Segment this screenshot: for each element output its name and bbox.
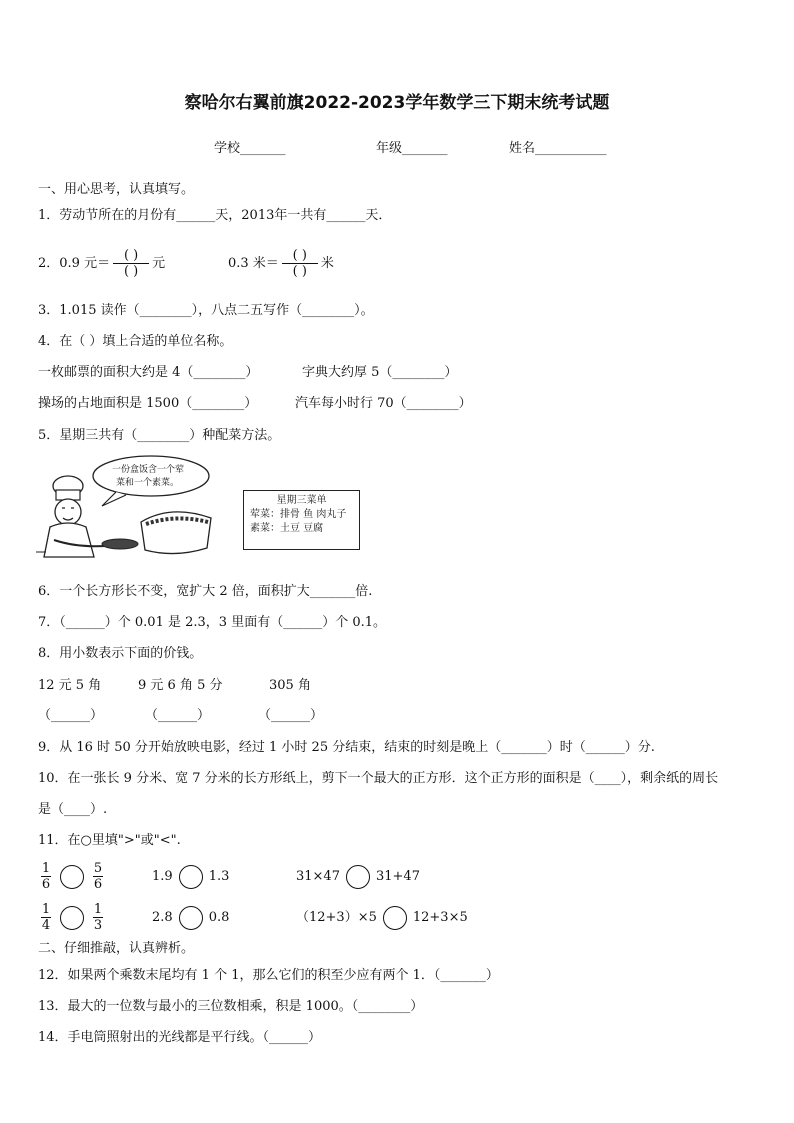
question-4: 4．在（ ）填上合适的单位名称。 [38, 334, 233, 349]
menu-meat-line: 荤菜：排骨 鱼 肉丸子 [250, 509, 347, 520]
q11-row-1-expressions: 31×47 31+47 [296, 858, 420, 896]
question-10-line-1: 10．在一张长 9 分米、宽 7 分米的长方形纸上，剪下一个最大的正方形．这个正方形的面积是（____），剩余纸的周长 [38, 771, 719, 786]
section-1-heading: 一、用心思考，认真填写。 [38, 182, 195, 197]
q4-line-dictionary: 字典大约厚 5（________） [302, 365, 458, 380]
question-13: 13．最大的一位数与最小的三位数相乘，积是 1000。（________） [38, 999, 424, 1014]
q8-item-2: 9 元 6 角 5 分 [138, 678, 223, 693]
q8-blank-3: （______） [258, 708, 324, 723]
q2-unit-a: 元 [152, 256, 166, 271]
compare-circle[interactable] [179, 865, 203, 889]
q11-row-1-decimals: 1.9 1.3 [152, 858, 229, 896]
compare-circle[interactable] [383, 906, 407, 930]
question-2 [38, 244, 165, 284]
wednesday-menu [243, 490, 360, 550]
q8-item-1: 12 元 5 角 [38, 678, 102, 693]
question-3: 3．1.015 读作（________），八点二五写作（________）。 [38, 303, 374, 318]
question-2b [228, 244, 334, 284]
compare-circle[interactable] [346, 865, 370, 889]
q11-row-1-fractions: $\frac{1}{6}$ $\frac{5}{6}$ [41, 861, 103, 892]
q2-fraction-b: $\frac{( )}{( )}$ [282, 249, 318, 278]
frying-pan [102, 539, 138, 549]
q4-line-stamp: 一枚邮票的面积大约是 4（________） [38, 365, 259, 380]
q8-blank-2: （______） [145, 708, 211, 723]
chef-face [55, 499, 81, 525]
question-7: 7．（______）个 0.01 是 2.3，3 里面有（______）个 0.1。 [38, 615, 386, 630]
menu-title: 星期三菜单 [276, 495, 327, 506]
question-14: 14．手电筒照射出的光线都是平行线。（______） [38, 1030, 322, 1045]
question-5: 5．星期三共有（________）种配菜方法。 [38, 428, 281, 443]
q11-row-2-expressions: （12+3）×5 12+3×5 [296, 899, 468, 937]
compare-circle[interactable] [60, 865, 84, 889]
q4-line-playground: 操场的占地面积是 1500（________） [38, 396, 258, 411]
question-9: 9．从 16 时 50 分开始放映电影，经过 1 小时 25 分结束，结束的时刻是晚上（_______）时（______）分. [38, 740, 655, 755]
q11-row-2-decimals: 2.8 0.8 [152, 899, 229, 937]
grade-field: 年级_______ [376, 141, 448, 156]
q8-blank-1: （______） [38, 708, 104, 723]
question-6: 6．一个长方形长不变，宽扩大 2 倍，面积扩大_______倍. [38, 584, 373, 599]
name-field: 姓名___________ [509, 141, 607, 156]
q11-row-2-fractions: $\frac{1}{4}$ $\frac{1}{3}$ [41, 902, 103, 933]
menu-veg-line: 素菜：土豆 豆腐 [250, 523, 324, 534]
question-1: 1．劳动节所在的月份有______天，2013年一共有______天． [38, 208, 392, 223]
question-12: 12．如果两个乘数末尾均有 1 个 1，那么它们的积至少应有两个 1．（_______） [38, 968, 499, 983]
question-11: 11．在○里填">"或"<". [38, 833, 181, 848]
bubble-text-1: 一份盒饭含一个荤 [112, 465, 185, 475]
q8-item-3: 305 角 [269, 678, 311, 693]
q4-line-car: 汽车每小时行 70（________） [295, 396, 472, 411]
section-2-heading: 二、仔细推敲，认真辨析。 [38, 941, 195, 956]
bubble-text-2: 菜和一个素菜。 [116, 478, 180, 488]
compare-circle[interactable] [60, 906, 84, 930]
q2-lead-a: 2．0.9 元＝ [38, 256, 111, 271]
q2-unit-b: 米 [320, 256, 334, 271]
speech-bubble [93, 456, 209, 496]
question-10-line-2: 是（____）. [38, 802, 108, 817]
q2-fraction-a: $\frac{( )}{( )}$ [113, 249, 149, 278]
school-field: 学校_______ [214, 141, 286, 156]
question-8: 8．用小数表示下面的价钱。 [38, 646, 203, 661]
page-title: 察哈尔右翼前旗2022-2023学年数学三下期末统考试题 [184, 93, 610, 113]
q2-lead-b: 0.3 米＝ [228, 256, 279, 271]
compare-circle[interactable] [179, 906, 203, 930]
